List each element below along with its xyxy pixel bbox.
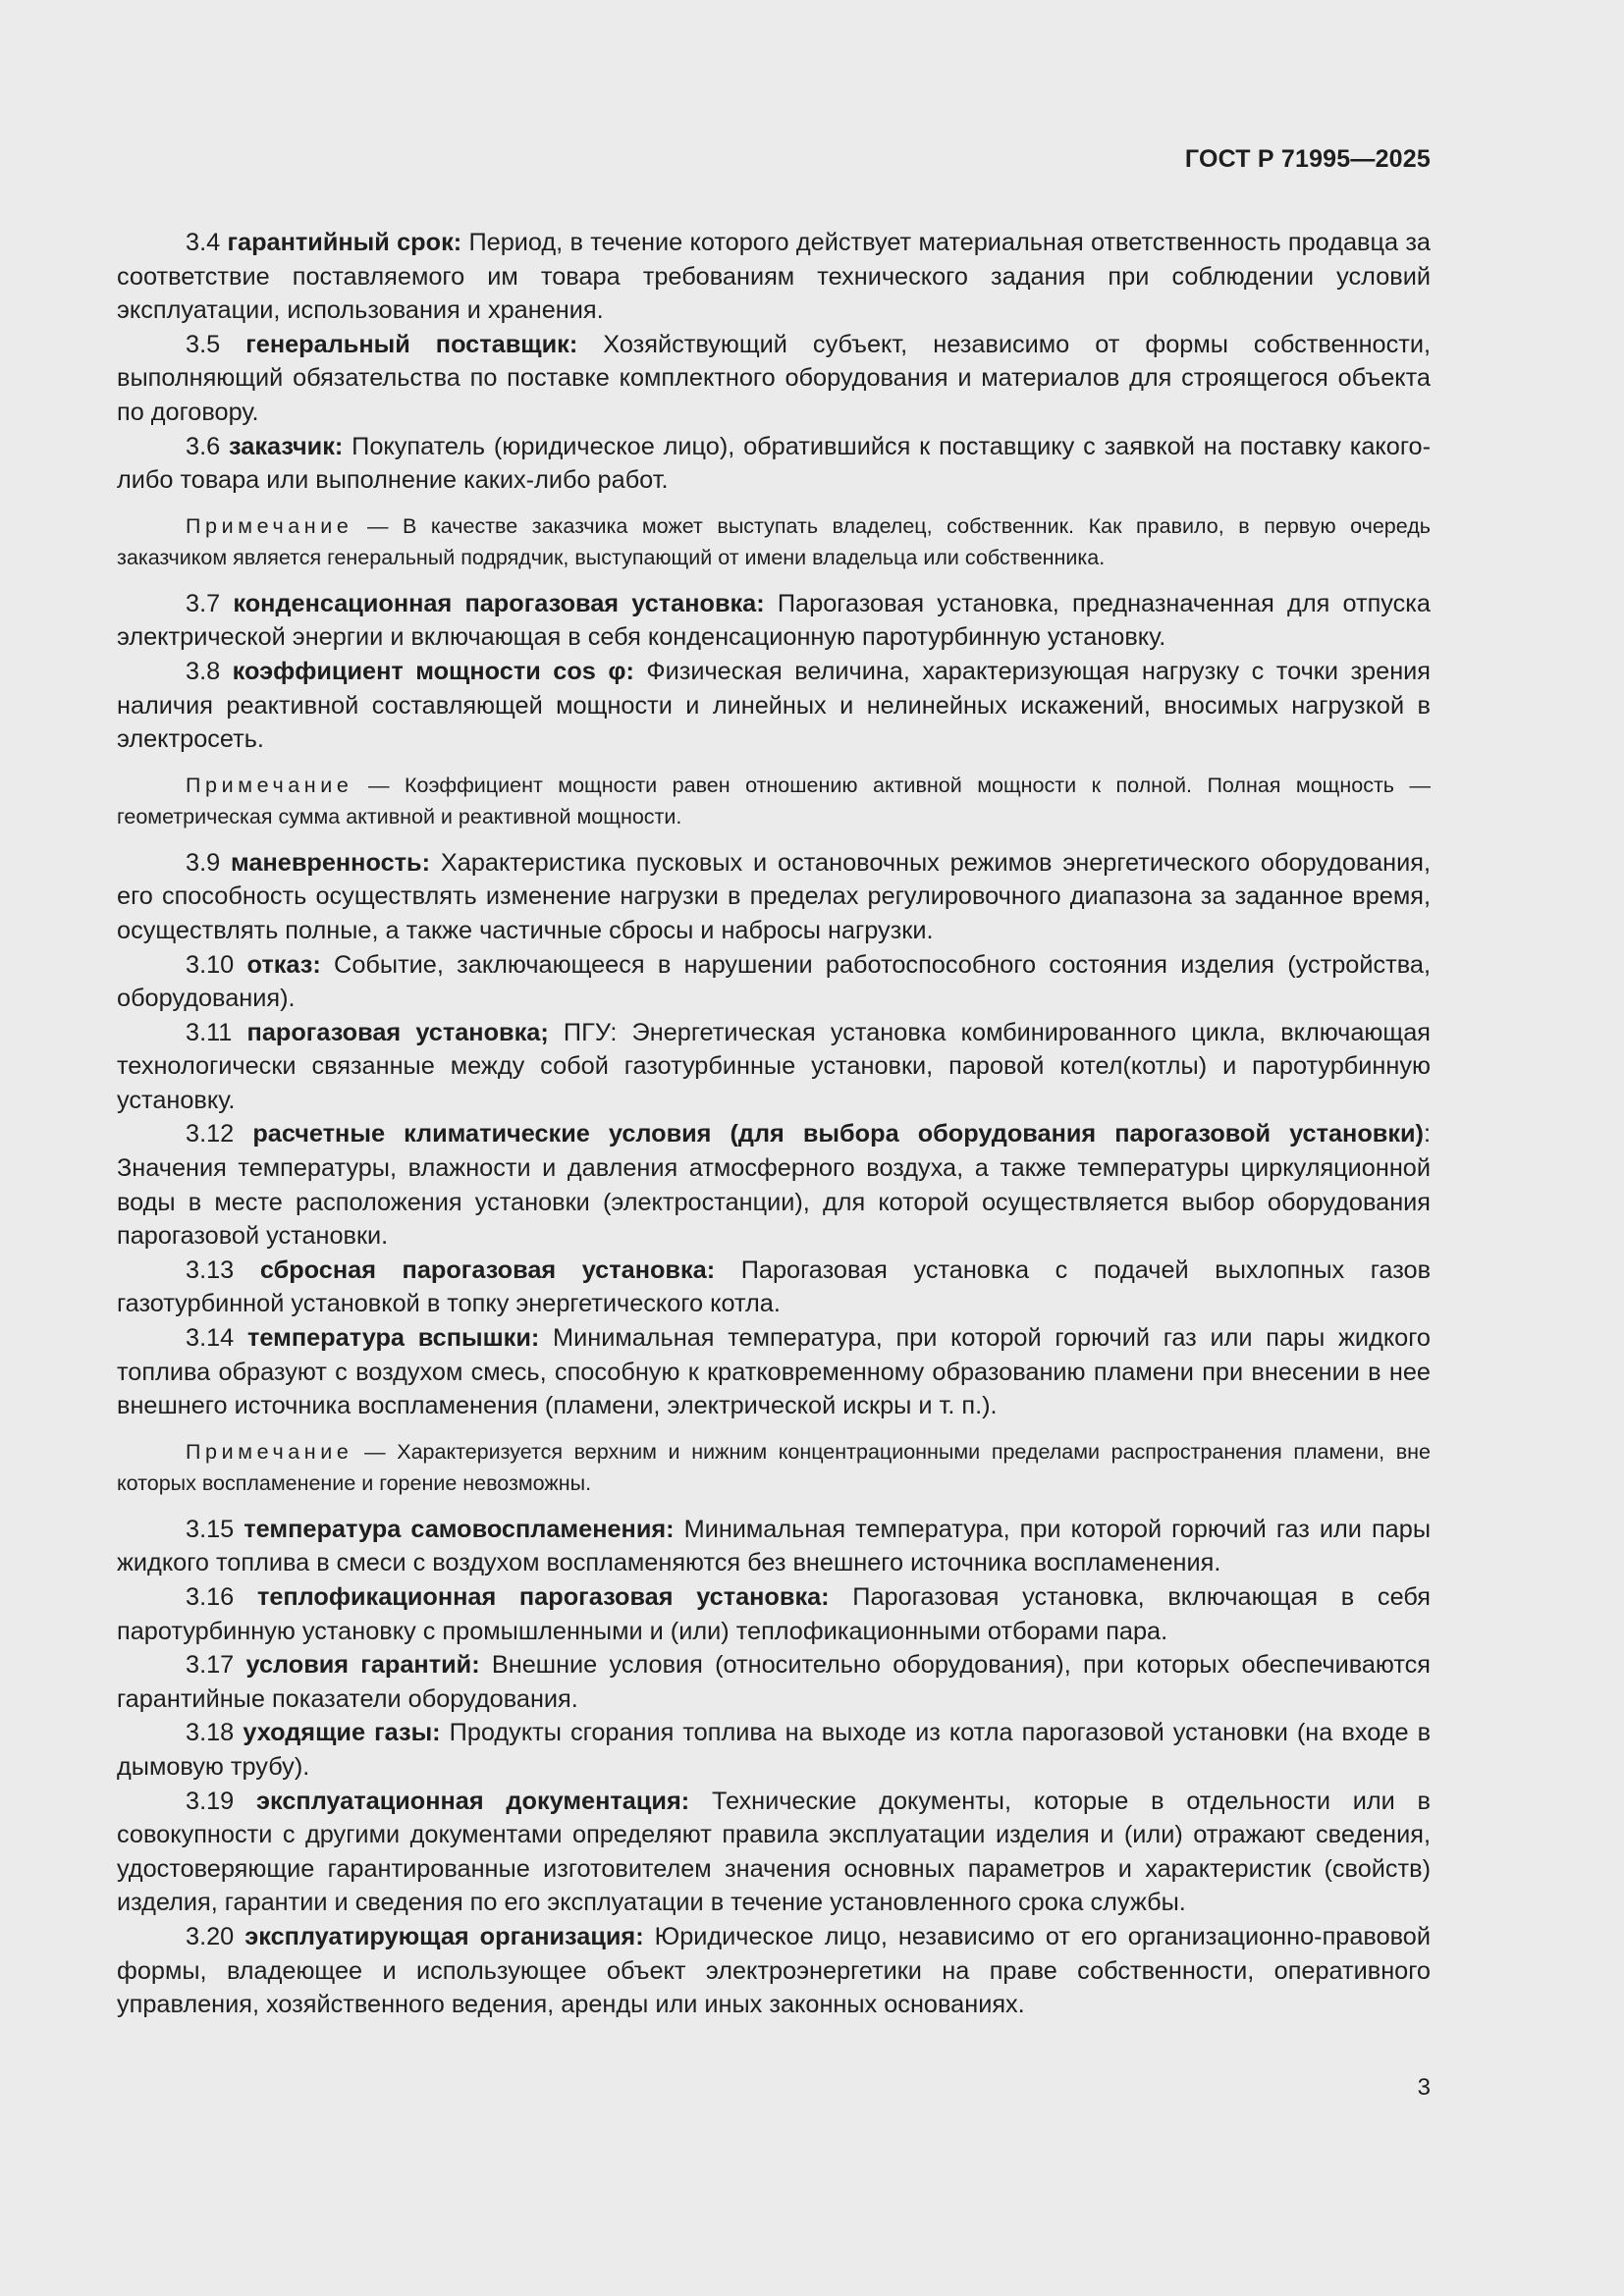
term-name: коэффициент мощности cos φ: bbox=[232, 657, 634, 685]
term-name: расчетные климатические условия (для выбора оборудования парогазовой установки) bbox=[252, 1120, 1424, 1148]
note-label: Примечание bbox=[186, 773, 353, 797]
term-text: Хозяйствующий субъект, независимо от формы собственности, выполняющий обязательства по поставке комплектного оборудования и материалов для строящегося объекта по договору. bbox=[117, 330, 1432, 426]
note bbox=[117, 510, 1431, 573]
term-name: температура вспышки: bbox=[246, 1324, 540, 1353]
term-text: Внешние условия (относительно оборудования), при которых обеспечиваются гарантийные показатели оборудования. bbox=[117, 1651, 1431, 1713]
term-number: 3.7 bbox=[186, 589, 221, 617]
term-name: гарантийный срок: bbox=[227, 229, 462, 256]
term-definition bbox=[117, 587, 1431, 655]
term-definition bbox=[117, 1716, 1431, 1784]
term-number: 3.8 bbox=[186, 657, 221, 685]
term-definition bbox=[117, 1254, 1431, 1321]
term-definition bbox=[117, 1920, 1431, 2022]
term-number: 3.18 bbox=[186, 1719, 235, 1747]
term-number: 3.4 bbox=[186, 229, 221, 256]
term-number: 3.17 bbox=[186, 1651, 235, 1680]
term-number: 3.11 bbox=[186, 1018, 233, 1046]
term-number: 3.16 bbox=[186, 1583, 235, 1611]
term-definition bbox=[117, 1513, 1431, 1580]
term-name: парогазовая установка; bbox=[246, 1018, 549, 1046]
note bbox=[117, 770, 1431, 832]
term-number: 3.9 bbox=[186, 848, 221, 877]
term-number: 3.13 bbox=[186, 1255, 235, 1284]
term-number: 3.19 bbox=[186, 1787, 235, 1815]
term-text: Минимальная температура, при которой горючий газ или пары жидкого топлива в смеси с воздухом воспламеняются без внешнего источника воспламенения. bbox=[117, 1515, 1431, 1577]
term-text: Характеристика пусковых и остановочных режимов энергетического оборудования, его способность осуществлять изменение нагрузки в пределах регулировочного диапазона за заданное время, осуществлять полные, а также частичные сбросы и набросы нагрузки. bbox=[117, 848, 1431, 944]
term-name: сбросная парогазовая установка: bbox=[259, 1255, 716, 1284]
note-label: Примечание bbox=[186, 513, 353, 538]
term-definition bbox=[117, 1648, 1431, 1716]
term-text: : Значения температуры, влажности и давления атмосферного воздуха, а также температуры циркуляционной воды в месте расположения установки (электростанции), для которой осуществляется выбор оборудования парогазовой установки. bbox=[117, 1120, 1431, 1251]
term-text: Покупатель (юридическое лицо), обратившийся к поставщику с заявкой на поставку какого-либо товара или выполнение каких-либо работ. bbox=[117, 432, 1431, 495]
term-number: 3.10 bbox=[186, 950, 235, 979]
term-definition bbox=[117, 948, 1431, 1016]
term-definition bbox=[117, 1016, 1431, 1118]
term-text: Минимальная температура, при которой горючий газ или пары жидкого топлива образуют с воздухом смесь, способную к кратковременному образованию пламени при внесении в нее внешнего источника воспламенения (пламени, электрической искры и т. п.). bbox=[117, 1324, 1431, 1420]
note-text: — В качестве заказчика может выступать владелец, собственник. Как правило, в первую очередь заказчиком является генеральный подрядчик, выступающий от имени владельца или собственника. bbox=[117, 513, 1431, 569]
term-name: эксплуатирующая организация: bbox=[244, 1922, 644, 1950]
page-number: 3 bbox=[1417, 2074, 1431, 2101]
term-number: 3.20 bbox=[186, 1922, 235, 1950]
term-name: температура самовоспламенения: bbox=[244, 1515, 675, 1543]
term-text: Физическая величина, характеризующая нагрузку с точки зрения наличия реактивной составляющей мощности и линейных и нелинейных искажений, вносимых нагрузкой в электросеть. bbox=[117, 657, 1431, 754]
term-text: Парогазовая установка, предназначенная для отпуска электрической энергии и включающая в себя конденсационную паротурбинную установку. bbox=[117, 589, 1431, 652]
term-definition bbox=[117, 430, 1431, 498]
term-text: Продукты сгорания топлива на выходе из котла парогазовой установки (на входе в дымовую трубу). bbox=[117, 1719, 1432, 1781]
note-label: Примечание bbox=[186, 1439, 353, 1464]
note bbox=[117, 1436, 1431, 1499]
term-name: эксплуатационная документация: bbox=[256, 1787, 690, 1815]
term-definition bbox=[117, 328, 1431, 430]
term-number: 3.14 bbox=[186, 1324, 235, 1353]
term-definition bbox=[117, 846, 1431, 948]
note-text: — Характеризуется верхним и нижним концентрационными пределами распространения пламени, вне которых воспламенение и горение невозможны. bbox=[117, 1439, 1431, 1495]
term-name: условия гарантий: bbox=[245, 1651, 480, 1680]
term-name: маневренность: bbox=[231, 848, 431, 877]
term-text: Технические документы, которые в отдельности или в совокупности с другими документами определяют правила эксплуатации изделия и (или) отражают сведения, удостоверяющие гарантированные изготовителем значения основных параметров и характеристик (свойств) изделия, гарантии и сведения по его эксплуатации в течение установленного срока службы. bbox=[117, 1787, 1431, 1917]
term-text: Парогазовая установка с подачей выхлопных газов газотурбинной установкой в топку энергетического котла. bbox=[117, 1255, 1432, 1318]
term-text: Период, в течение которого действует материальная ответственность продавца за соответствие поставляемого им товара требованиям технического задания при соблюдении условий эксплуатации, использования и хранения. bbox=[117, 229, 1431, 325]
term-definition bbox=[117, 226, 1431, 328]
term-definition bbox=[117, 655, 1431, 757]
note-text: — Коэффициент мощности равен отношению активной мощности к полной. Полная мощность — геометрическая сумма активной и реактивной мощности. bbox=[117, 773, 1431, 828]
term-number: 3.5 bbox=[186, 330, 221, 358]
term-name: отказ: bbox=[246, 950, 321, 979]
term-number: 3.6 bbox=[186, 432, 221, 460]
term-text: Событие, заключающееся в нарушении работоспособного состояния изделия (устройства, оборудования). bbox=[117, 950, 1431, 1013]
term-name: уходящие газы: bbox=[243, 1719, 441, 1747]
term-number: 3.12 bbox=[186, 1120, 235, 1148]
term-number: 3.15 bbox=[186, 1515, 235, 1543]
term-definition bbox=[117, 1785, 1431, 1920]
definitions-section bbox=[117, 226, 1431, 2022]
term-definition bbox=[117, 1580, 1431, 1648]
term-name: генеральный поставщик: bbox=[245, 330, 578, 358]
term-definition bbox=[117, 1321, 1431, 1423]
term-name: конденсационная парогазовая установка: bbox=[233, 589, 765, 617]
term-definition bbox=[117, 1117, 1431, 1253]
term-name: заказчик: bbox=[229, 432, 344, 460]
term-name: теплофикационная парогазовая установка: bbox=[256, 1583, 830, 1611]
term-text: Юридическое лицо, независимо от его организационно-правовой формы, владеющее и использующее объект электроэнергетики на праве собственности, оперативного управления, хозяйственного ведения, аренды или иных законных основаниях. bbox=[117, 1922, 1431, 2019]
standard-designation: ГОСТ Р 71995—2025 bbox=[1184, 145, 1431, 173]
term-text: Парогазовая установка, включающая в себя паротурбинную установку с промышленными и (или) теплофикационными отборами пара. bbox=[117, 1583, 1431, 1645]
term-text: ПГУ: Энергетическая установка комбинированного цикла, включающая технологически связанные между собой газотурбинные установки, паровой котел(котлы) и паротурбинную установку. bbox=[117, 1018, 1431, 1114]
